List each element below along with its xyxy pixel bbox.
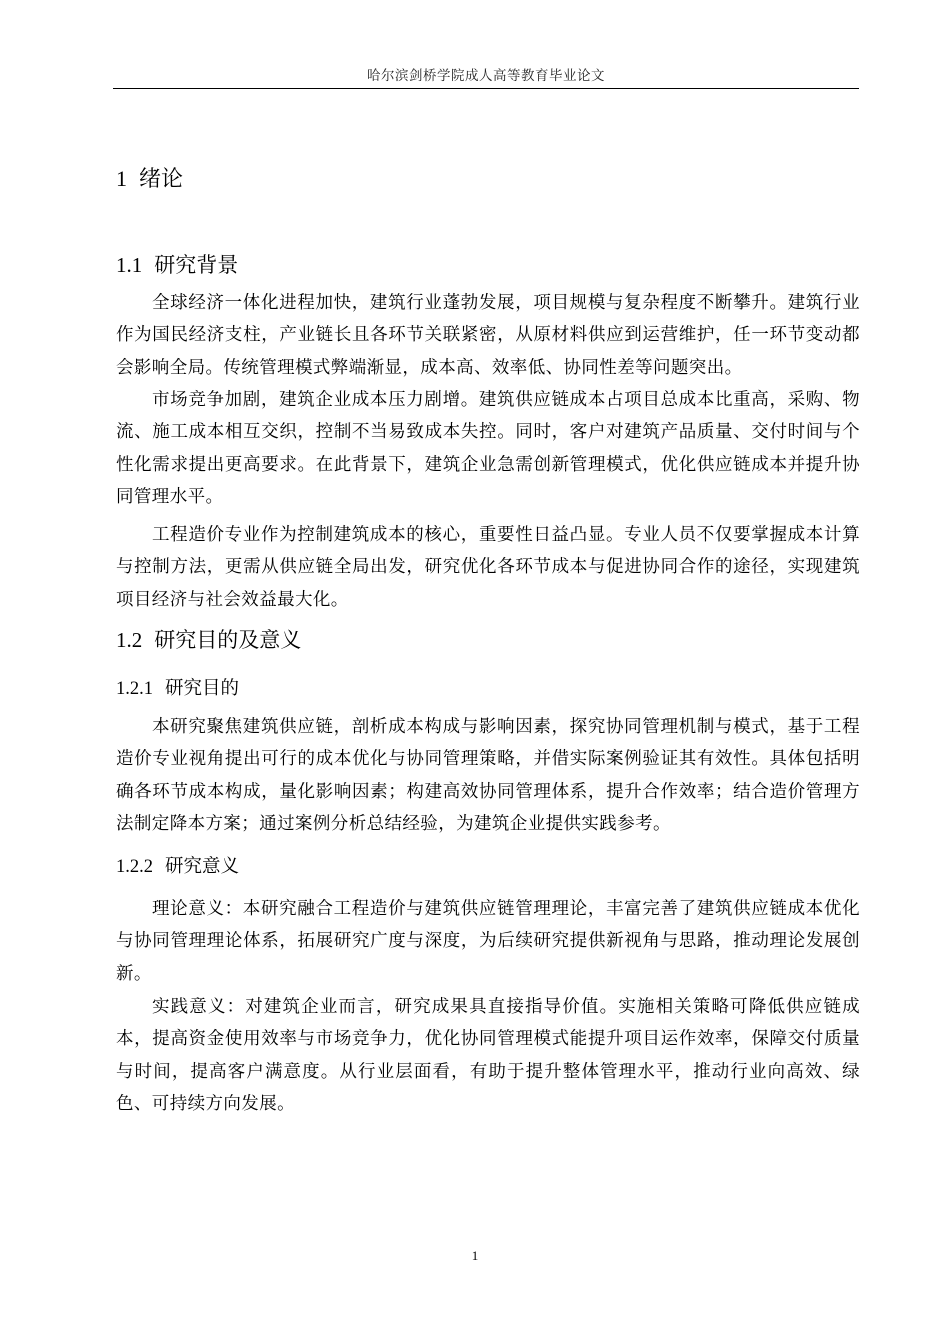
section-number: 1.2: [116, 628, 143, 652]
page-number: 1: [471, 1248, 479, 1263]
subsection-number: 1.2.2: [116, 857, 153, 877]
paragraph-background-1: 全球经济一体化进程加快，建筑行业蓬勃发展，项目规模与复杂程度不断攀升。建筑行业作为国民经济支柱，产业链长且各环节关联紧密，从原材料供应到运营维护，任一环节变动都会影响全局。传统管理模式弊端渐显，成本高、效率低、协同性差等问题突出。: [116, 293, 860, 378]
section-heading-1-1: [116, 249, 238, 279]
subsection-heading-1-2-1: [116, 674, 239, 700]
chapter-number: 1: [116, 166, 127, 191]
subsection-title: 研究目的: [165, 678, 240, 699]
paragraph-background-2: 市场竞争加剧，建筑企业成本压力剧增。建筑供应链成本占项目总成本比重高，采购、物流、施工成本相互交织，控制不当易致成本失控。同时，客户对建筑产品质量、交付时间与个性化需求提出更高要求。在此背景下，建筑企业急需创新管理模式，优化供应链成本并提升协同管理水平。: [116, 390, 860, 507]
paragraph-significance-theory: 理论意义：本研究融合工程造价与建筑供应链管理理论，丰富完善了建筑供应链成本优化与协同管理理论体系，拓展研究广度与深度，为后续研究提供新视角与思路，推动理论发展创新。: [116, 899, 860, 984]
paragraph-significance-practice: 实践意义：对建筑企业而言，研究成果具直接指导价值。实施相关策略可降低供应链成本，提高资金使用效率与市场竞争力，优化协同管理模式能提升项目运作效率，保障交付质量与时间，提高客户满意度。从行业层面看，有助于提升整体管理水平，推动行业向高效、绿色、可持续方向发展。: [116, 997, 860, 1114]
section-title: 研究目的及意义: [154, 628, 302, 652]
chapter-heading: [116, 162, 183, 193]
paragraph-purpose: 本研究聚焦建筑供应链，剖析成本构成与影响因素，探究协同管理机制与模式，基于工程造价专业视角提出可行的成本优化与协同管理策略，并借实际案例验证其有效性。具体包括明确各环节成本构成，量化影响因素；构建高效协同管理体系，提升合作效率；结合造价管理方法制定降本方案；通过案例分析总结经验，为建筑企业提供实践参考。: [116, 717, 860, 834]
header-divider: [113, 88, 859, 89]
subsection-title: 研究意义: [165, 856, 240, 877]
page-header: 哈尔滨剑桥学院成人高等教育毕业论文: [367, 68, 605, 84]
paragraph-background-3: 工程造价专业作为控制建筑成本的核心，重要性日益凸显。专业人员不仅要掌握成本计算与控制方法，更需从供应链全局出发，研究优化各环节成本与促进协同合作的途径，实现建筑项目经济与社会效益最大化。: [116, 525, 860, 610]
subsection-number: 1.2.1: [116, 679, 153, 699]
section-number: 1.1: [116, 253, 143, 277]
chapter-title: 绪论: [139, 167, 184, 192]
subsection-heading-1-2-2: [116, 852, 239, 878]
section-heading-1-2: [116, 624, 301, 654]
section-title: 研究背景: [154, 253, 239, 277]
